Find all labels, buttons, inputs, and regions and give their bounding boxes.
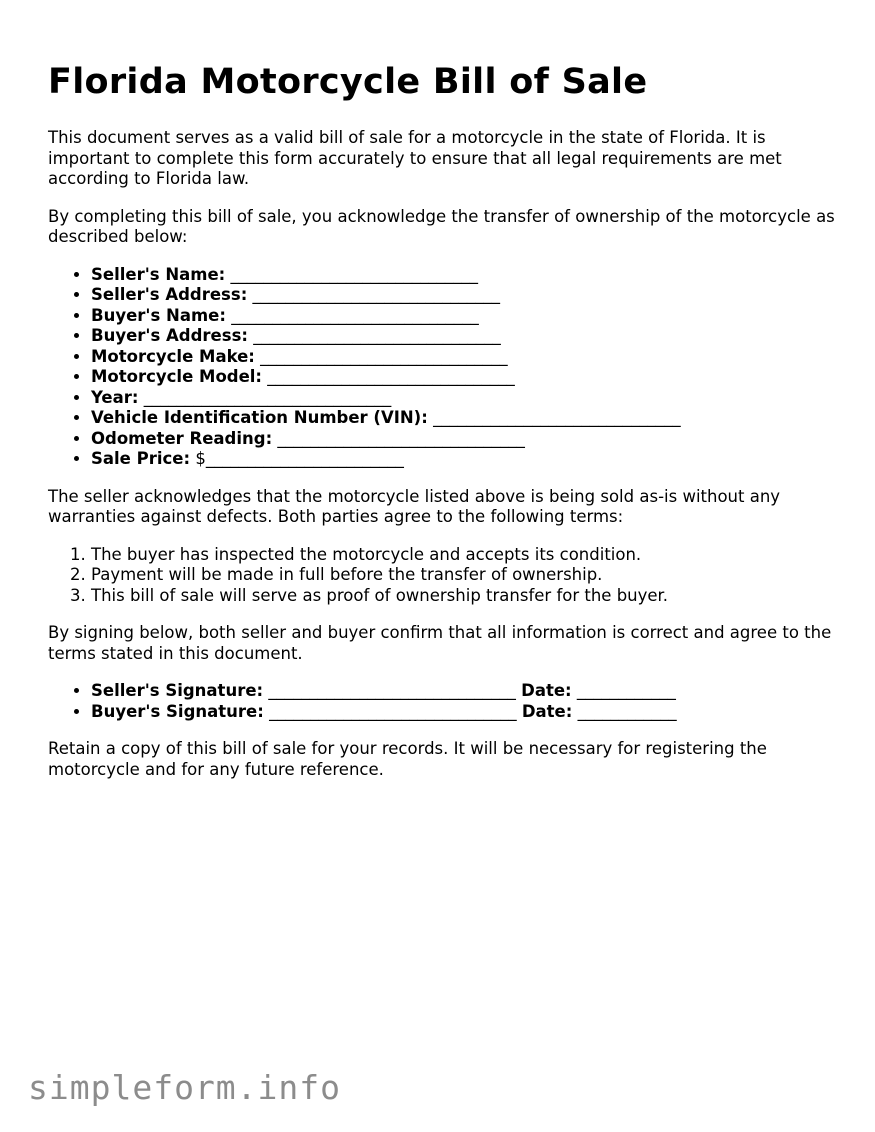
- field-label: Motorcycle Model:: [91, 367, 263, 386]
- field-year: [91, 388, 838, 409]
- field-label: Seller's Name:: [91, 264, 226, 284]
- field-blank: $________________________: [195, 449, 404, 468]
- terms-intro-paragraph: The seller acknowledges that the motorcycle listed above is being sold as-is without any warranties against defects. Both parties agree to the following terms:: [48, 486, 781, 526]
- field-blank: ______________________________: [277, 428, 525, 448]
- signature-label: Buyer's Signature:: [91, 701, 264, 721]
- field-label: Vehicle Identification Number (VIN):: [91, 408, 428, 427]
- field-blank: ______________________________: [230, 264, 479, 284]
- date-blank: ____________: [576, 681, 676, 700]
- date-blank: ____________: [577, 701, 677, 721]
- closing-paragraph: Retain a copy of this bill of sale for your records. It will be necessary for registering the motorcycle and for any future reference.: [48, 739, 767, 779]
- signature-blank: ______________________________: [269, 701, 517, 721]
- intro-paragraph-1: This document serves as a valid bill of sale for a motorcycle in the state of Florida. It is important to complete this form accurately to ensure that all legal requirements are met according to Florida law.: [48, 128, 782, 188]
- field-vin: [91, 408, 838, 429]
- field-blank: ______________________________: [267, 367, 515, 386]
- field-motorcycle-make: [91, 347, 838, 368]
- terms-list: [48, 545, 838, 607]
- seller-signature-line: [91, 681, 838, 702]
- date-label: Date:: [521, 701, 573, 721]
- document-page: [48, 60, 838, 797]
- field-label: Year:: [91, 387, 139, 407]
- field-blank: ______________________________: [253, 326, 501, 345]
- buyer-signature-line: [91, 702, 838, 723]
- date-label: Date:: [521, 681, 572, 700]
- field-sellers-name: [91, 265, 838, 286]
- signature-label: Seller's Signature:: [91, 681, 264, 700]
- field-blank: ______________________________: [433, 408, 681, 427]
- field-motorcycle-model: [91, 367, 838, 388]
- field-label: Sale Price:: [91, 449, 191, 468]
- signature-list: [48, 681, 838, 722]
- field-label: Motorcycle Make:: [91, 346, 255, 366]
- field-odometer: [91, 429, 838, 450]
- vehicle-fields-list: [48, 265, 838, 470]
- field-blank: ______________________________: [231, 305, 479, 325]
- field-sale-price: [91, 449, 838, 470]
- signature-blank: ______________________________: [268, 681, 516, 700]
- field-sellers-address: [91, 285, 838, 306]
- field-blank: ______________________________: [252, 285, 501, 304]
- signing-intro-paragraph: By signing below, both seller and buyer confirm that all information is correct and agree to the terms stated in this document.: [48, 623, 832, 663]
- field-label: Buyer's Name:: [91, 305, 226, 325]
- field-buyers-address: [91, 326, 838, 347]
- field-label: Odometer Reading:: [91, 428, 273, 448]
- term-item: 2. Payment will be made in full before the transfer of ownership.: [91, 565, 838, 586]
- document-title: Florida Motorcycle Bill of Sale: [48, 62, 648, 102]
- field-buyers-name: [91, 306, 838, 327]
- field-blank: ______________________________: [143, 387, 392, 407]
- intro-paragraph-2: By completing this bill of sale, you acknowledge the transfer of ownership of the motorcycle as described below:: [48, 206, 835, 246]
- footer-watermark: simpleform.info: [28, 1068, 342, 1107]
- term-item: 3. This bill of sale will serve as proof of ownership transfer for the buyer.: [91, 586, 838, 607]
- field-label: Buyer's Address:: [91, 326, 248, 345]
- term-item: 1. The buyer has inspected the motorcycle and accepts its condition.: [91, 545, 838, 566]
- field-label: Seller's Address:: [91, 285, 248, 304]
- field-blank: ______________________________: [260, 346, 508, 366]
